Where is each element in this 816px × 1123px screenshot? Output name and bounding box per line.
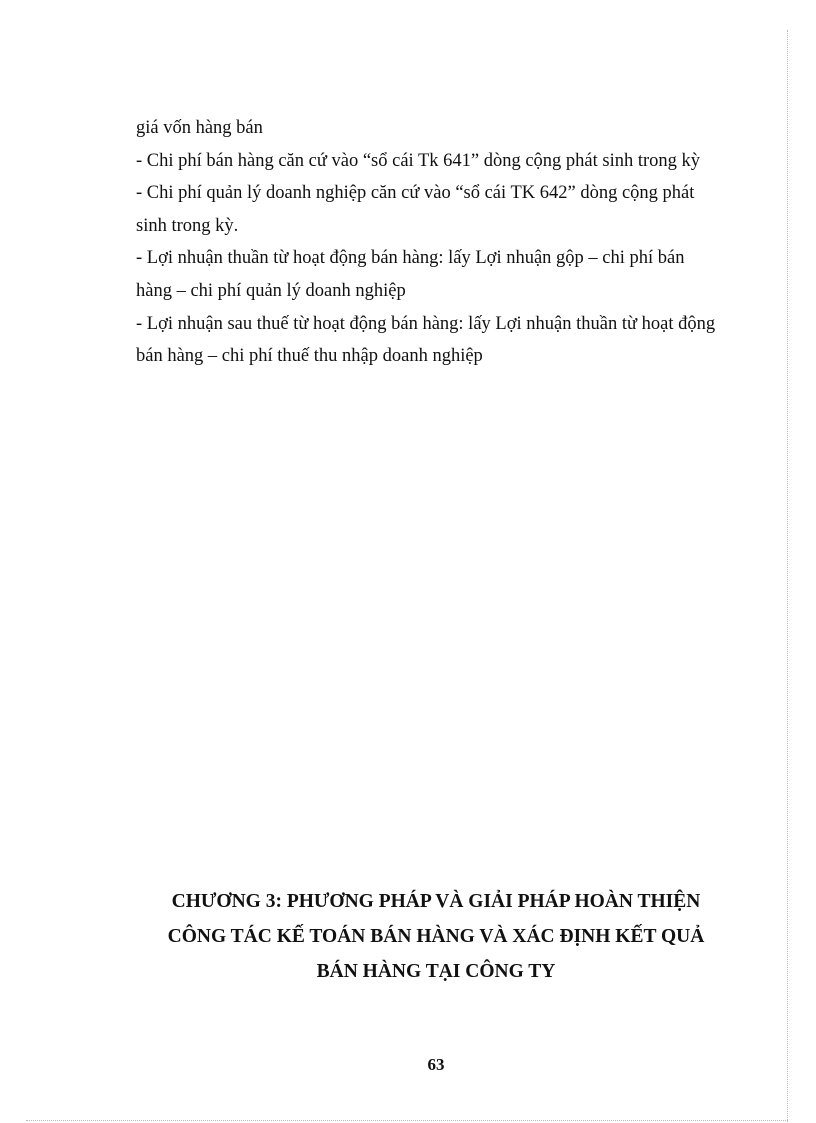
body-line: - Chi phí quản lý doanh nghiệp căn cứ vào “sổ cái TK 642” dòng cộng phát [136, 183, 695, 204]
chapter-heading [120, 884, 752, 989]
chapter-heading-line: CHƯƠNG 3: PHƯƠNG PHÁP VÀ GIẢI PHÁP HOÀN THIỆN [171, 891, 701, 912]
body-line: - Lợi nhuận thuần từ hoạt động bán hàng: lấy Lợi nhuận gộp – chi phí bán [136, 248, 685, 269]
chapter-heading-line: BÁN HÀNG TẠI CÔNG TY [316, 961, 556, 982]
body-line: - Chi phí bán hàng căn cứ vào “sổ cái Tk 641” dòng cộng phát sinh trong kỳ [136, 150, 701, 171]
page-border-right [787, 30, 788, 1122]
page-number: 63 [427, 1055, 445, 1074]
page-border-bottom [26, 1120, 788, 1121]
body-line: hàng – chi phí quản lý doanh nghiệp [136, 280, 406, 301]
chapter-heading-line: CÔNG TÁC KẾ TOÁN BÁN HÀNG VÀ XÁC ĐỊNH KẾT QUẢ [167, 926, 705, 947]
body-line: sinh trong kỳ. [136, 215, 239, 236]
body-line: bán hàng – chi phí thuế thu nhập doanh nghiệp [136, 346, 483, 367]
body-line: - Lợi nhuận sau thuế từ hoạt động bán hàng: lấy Lợi nhuận thuần từ hoạt động [136, 313, 716, 334]
body-text [136, 112, 746, 373]
body-line: giá vốn hàng bán [136, 118, 263, 138]
